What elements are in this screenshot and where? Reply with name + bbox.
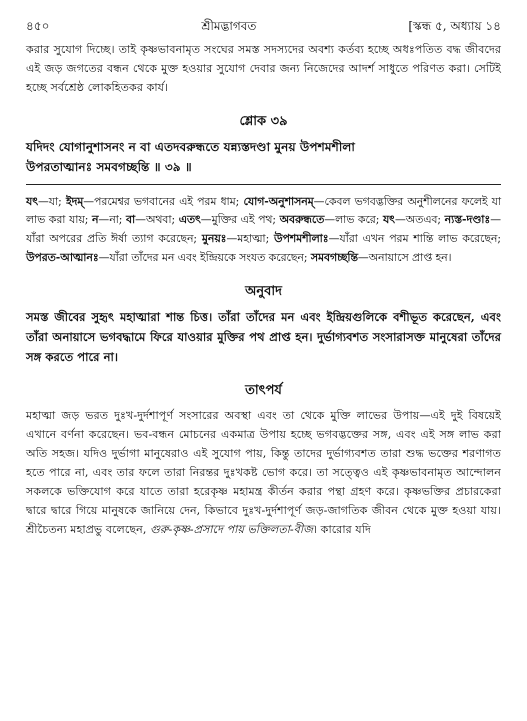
synonym-meaning: অথবা; — [145, 213, 179, 227]
synonym-meaning: যাঁরা তাঁদের মন এবং ইন্দ্রিয়কে সংযত করেছেন; — [109, 251, 311, 264]
chapter-reference: [স্কন্ধ ৫, অধ্যায় ১৪ — [408, 19, 501, 33]
synonym-meaning: যাঁরা অপরের প্রতি ঈর্ষা ত্যাগ করেছেন; — [26, 232, 202, 246]
book-title: শ্রীমদ্ভাগবত — [201, 19, 257, 33]
page-header — [26, 18, 501, 40]
verse-text — [26, 137, 501, 177]
synonym-term: ন — [91, 213, 99, 227]
synonym-term: মুনয়ঃ — [201, 232, 227, 246]
purport-text — [26, 406, 501, 539]
synonym-meaning: অনায়াসে প্রাপ্ত হন। — [368, 251, 452, 264]
synonym-term: উপশমশীলাঃ — [274, 232, 329, 246]
purport-heading: তাৎপর্য — [245, 382, 282, 398]
verse-line-1: যদিদং যোগানুশাসনং ন বা এতদবরুন্ধতে যন্ন্যস্তদণ্ডা মুনয় উপশমশীলা — [26, 139, 355, 154]
synonym-meaning: কেবল ভগবদ্ভক্তির অনুশীলনের ফলেই যা লাভ করা যায়; — [26, 194, 501, 227]
synonym-meaning: মহাত্মা; — [237, 232, 275, 246]
synonym-term: অবরুন্ধতে — [279, 213, 325, 227]
verse-heading: শ্লোক ৩৯ — [239, 113, 288, 129]
synonym-meaning: অতএব; — [405, 213, 445, 227]
synonym-term: যৎ — [382, 213, 395, 227]
synonym-term: যোগ-অনুশাসনম্ — [243, 194, 314, 208]
purport-tail: । কারোর যদি — [313, 522, 371, 536]
translation-text: সমস্ত জীবের সুহৃৎ মহাত্মারা শান্ত চিত্ত। তাঁরা তাঁদের মন এবং ইন্দ্রিয়গুলিকে বশীভূত করেছেন, এবং তাঁরা অনায়াসে ভগবদ্ধামে ফিরে যাওয়ার মুক্তির পথ প্রাপ্ত হন। দুর্ভাগ্যবশত সংসারাসক্ত মানুষেরা তাঁদের সঙ্গ করতে পারে না। — [26, 309, 501, 364]
intro-paragraph: করার সুযোগ দিচ্ছে। তাই কৃষ্ণভাবনামৃত সংঘের সমস্ত সদস্যদের অবশ্য কর্তব্য হচ্ছে অধঃপতিত বদ্ধ জীবদের এই জড় জগতের বন্ধন থেকে মুক্ত হওয়ার সুযোগ দেবার জন্য নিজেদের আদর্শ সাধুতে পরিণত করা। সেটিই হচ্ছে সর্বশ্রেষ্ঠ লোকহিতকর কার্য। — [26, 43, 501, 95]
synonym-meaning: মুক্তির এই পথ; — [211, 213, 280, 227]
purport-quote: গুরু-কৃষ্ণ-প্রসাদে পায় ভক্তিলতা-বীজ — [149, 522, 314, 536]
synonym-meaning: যাঁরা এখন পরম শান্তি লাভ করেছেন; — [339, 232, 501, 246]
synonym-meaning: পরমেশ্বর ভগবানের এই পরম ধাম; — [94, 194, 244, 208]
translation-heading: অনুবাদ — [245, 283, 282, 299]
synonym-meaning: যা; — [48, 194, 66, 208]
section-divider — [26, 184, 501, 185]
synonyms-paragraph: যৎ—যা; ইদম্—পরমেশ্বর ভগবানের এই পরম ধাম; যোগ-অনুশাসনম্—কেবল ভগবদ্ভক্তির অনুশীলনের ফলেই যা লাভ করা যায়; ন—না; বা—অথবা; এতৎ—মুক্তির এই পথ; অবরুন্ধতে—লাভ করে; যৎ—অতএব; ন্যস্ত-দণ্ডাঃ—যাঁরা অপরের প্রতি ঈর্ষা ত্যাগ করেছেন; মুনয়ঃ—মহাত্মা; উপশমশীলাঃ—যাঁরা এখন পরম শান্তি লাভ করেছেন; উপরত-আত্মানঃ—যাঁরা তাঁদের মন এবং ইন্দ্রিয়কে সংযত করেছেন; সমবগচ্ছন্তি—অনায়াসে প্রাপ্ত হন। — [26, 194, 501, 264]
synonym-meaning: লাভ করে; — [335, 213, 383, 227]
synonym-term: বা — [126, 213, 136, 227]
synonym-term: যৎ — [26, 194, 38, 208]
synonym-term: ইদম্ — [65, 194, 84, 208]
page-number: ৪৫০ — [26, 19, 50, 33]
synonym-term: উপরত-আত্মানঃ — [26, 251, 99, 264]
synonym-term: সমবগচ্ছন্তি — [310, 251, 358, 264]
purport-body: মহাত্মা জড় ভরত দুঃখ-দুর্দশাপূর্ণ সংসারের অবস্থা এবং তা থেকে মুক্তি লাভের উপায়—এই দুই বিষয়েই এখানে বর্ণনা করেছেন। ভব-বন্ধন মোচনের একমাত্র উপায় হচ্ছে ভগবদ্ভক্তের সঙ্গ, এবং এই সঙ্গ লাভ করা অতি সহজ। যদিও দুর্ভাগা মানুষেরাও এই সুযোগ পায়, কিন্তু তাদের দুর্ভাগ্যবশত তারা শুদ্ধ ভক্তের শরণাগত হতে পারে না, এবং তার ফলে তারা নিরন্তর দুঃখকষ্ট ভোগ করে। তা সত্ত্বেও এই কৃষ্ণভাবনামৃত আন্দোলন সকলকে ভক্তিযোগ করে যাতে তারা হরেকৃষ্ণ মহামন্ত্র কীর্তন করার পন্থা গ্রহণ করে। কৃষ্ণভক্তির প্রচারকেরা দ্বারে দ্বারে গিয়ে মানুষকে জানিয়ে দেন, কিভাবে দুঃখ-দুর্দশাপূর্ণ জড়-জাগতিক জীবন থেকে মুক্ত হওয়া যায়। শ্রীচৈতন্য মহাপ্রভু বলেছেন, — [26, 408, 501, 536]
synonym-meaning: না; — [109, 213, 127, 227]
verse-line-2: উপরতাত্মানঃ সমবগচ্ছন্তি ॥ ৩৯ ॥ — [26, 159, 192, 174]
synonym-term: ন্যস্ত-দণ্ডাঃ — [444, 213, 491, 227]
synonym-term: এতৎ — [178, 213, 201, 227]
